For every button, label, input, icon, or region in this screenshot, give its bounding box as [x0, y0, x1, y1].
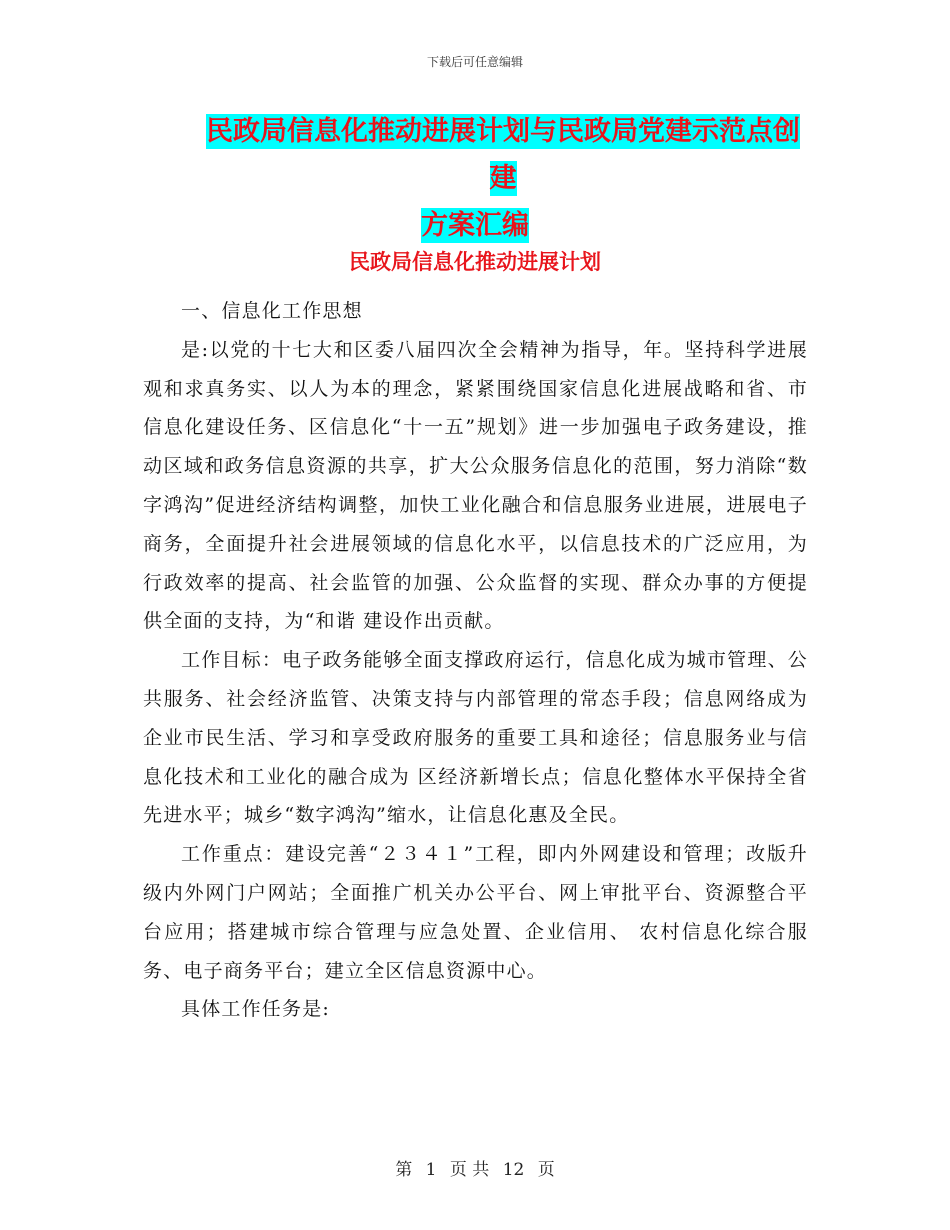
page-footer: [0, 1155, 950, 1180]
footer-page-total: 12: [502, 1160, 525, 1180]
document-title-line1: 民政局信息化推动进展计划与民政局党建示范点创建: [206, 116, 800, 194]
paragraph-work-goals: 工作目标：电子政务能够全面支撑政府运行，信息化成为城市管理、公共服务、社会经济监管、决策支持与内部管理的常态手段；信息网络成为企业市民生活、学习和享受政府服务的重要工具和途径；信息服务业与信息化技术和工业化的融合成为 区经济新增长点；信息化整体水平保持全省先进水平；城乡“数字鸿沟”缩水，让信息化惠及全民。: [143, 649, 808, 827]
heading-work-thought: 一、信息化工作思想: [181, 300, 363, 322]
document-title: [140, 108, 810, 249]
document-body: [143, 292, 808, 1029]
document-title-line2: 方案汇编: [421, 210, 529, 241]
footer-page-suffix: 页: [537, 1160, 555, 1180]
footer-page-prefix: 第: [395, 1160, 413, 1180]
section-title: 民政局信息化推动进展计划: [349, 250, 601, 274]
header-note: 下载后可任意编辑: [426, 55, 523, 69]
footer-page-mid: 页 共: [449, 1160, 490, 1180]
paragraph-guiding-idea: 是:以党的十七大和区委八届四次全会精神为指导，年。坚持科学进展观和求真务实、以人为本的理念，紧紧围绕国家信息化进展战略和省、市信息化建设任务、区信息化“十一五”规划》进一步加强电子政务建设，推动区域和政务信息资源的共享，扩大公众服务信息化的范围，努力消除“数字鸿沟”促进经济结构调整，加快工业化融合和信息服务业进展，进展电子商务，全面提升社会进展领域的信息化水平，以信息技术的广泛应用，为行政效率的提高、社会监管的加强、公众监督的实现、群众办事的方便提供全面的支持，为“和谐 建设作出贡献。: [143, 338, 808, 633]
footer-page-number: 1: [425, 1160, 437, 1180]
paragraph-specific-tasks: 具体工作任务是:: [181, 998, 331, 1021]
paragraph-work-focus: 工作重点：建设完善“２３４１”工程，即内外网建设和管理；改版升级内外网门户网站；全面推广机关办公平台、网上审批平台、资源整合平台应用；搭建城市综合管理与应急处置、企业信用、 农村信息化综合服务、电子商务平台；建立全区信息资源中心。: [143, 843, 808, 982]
